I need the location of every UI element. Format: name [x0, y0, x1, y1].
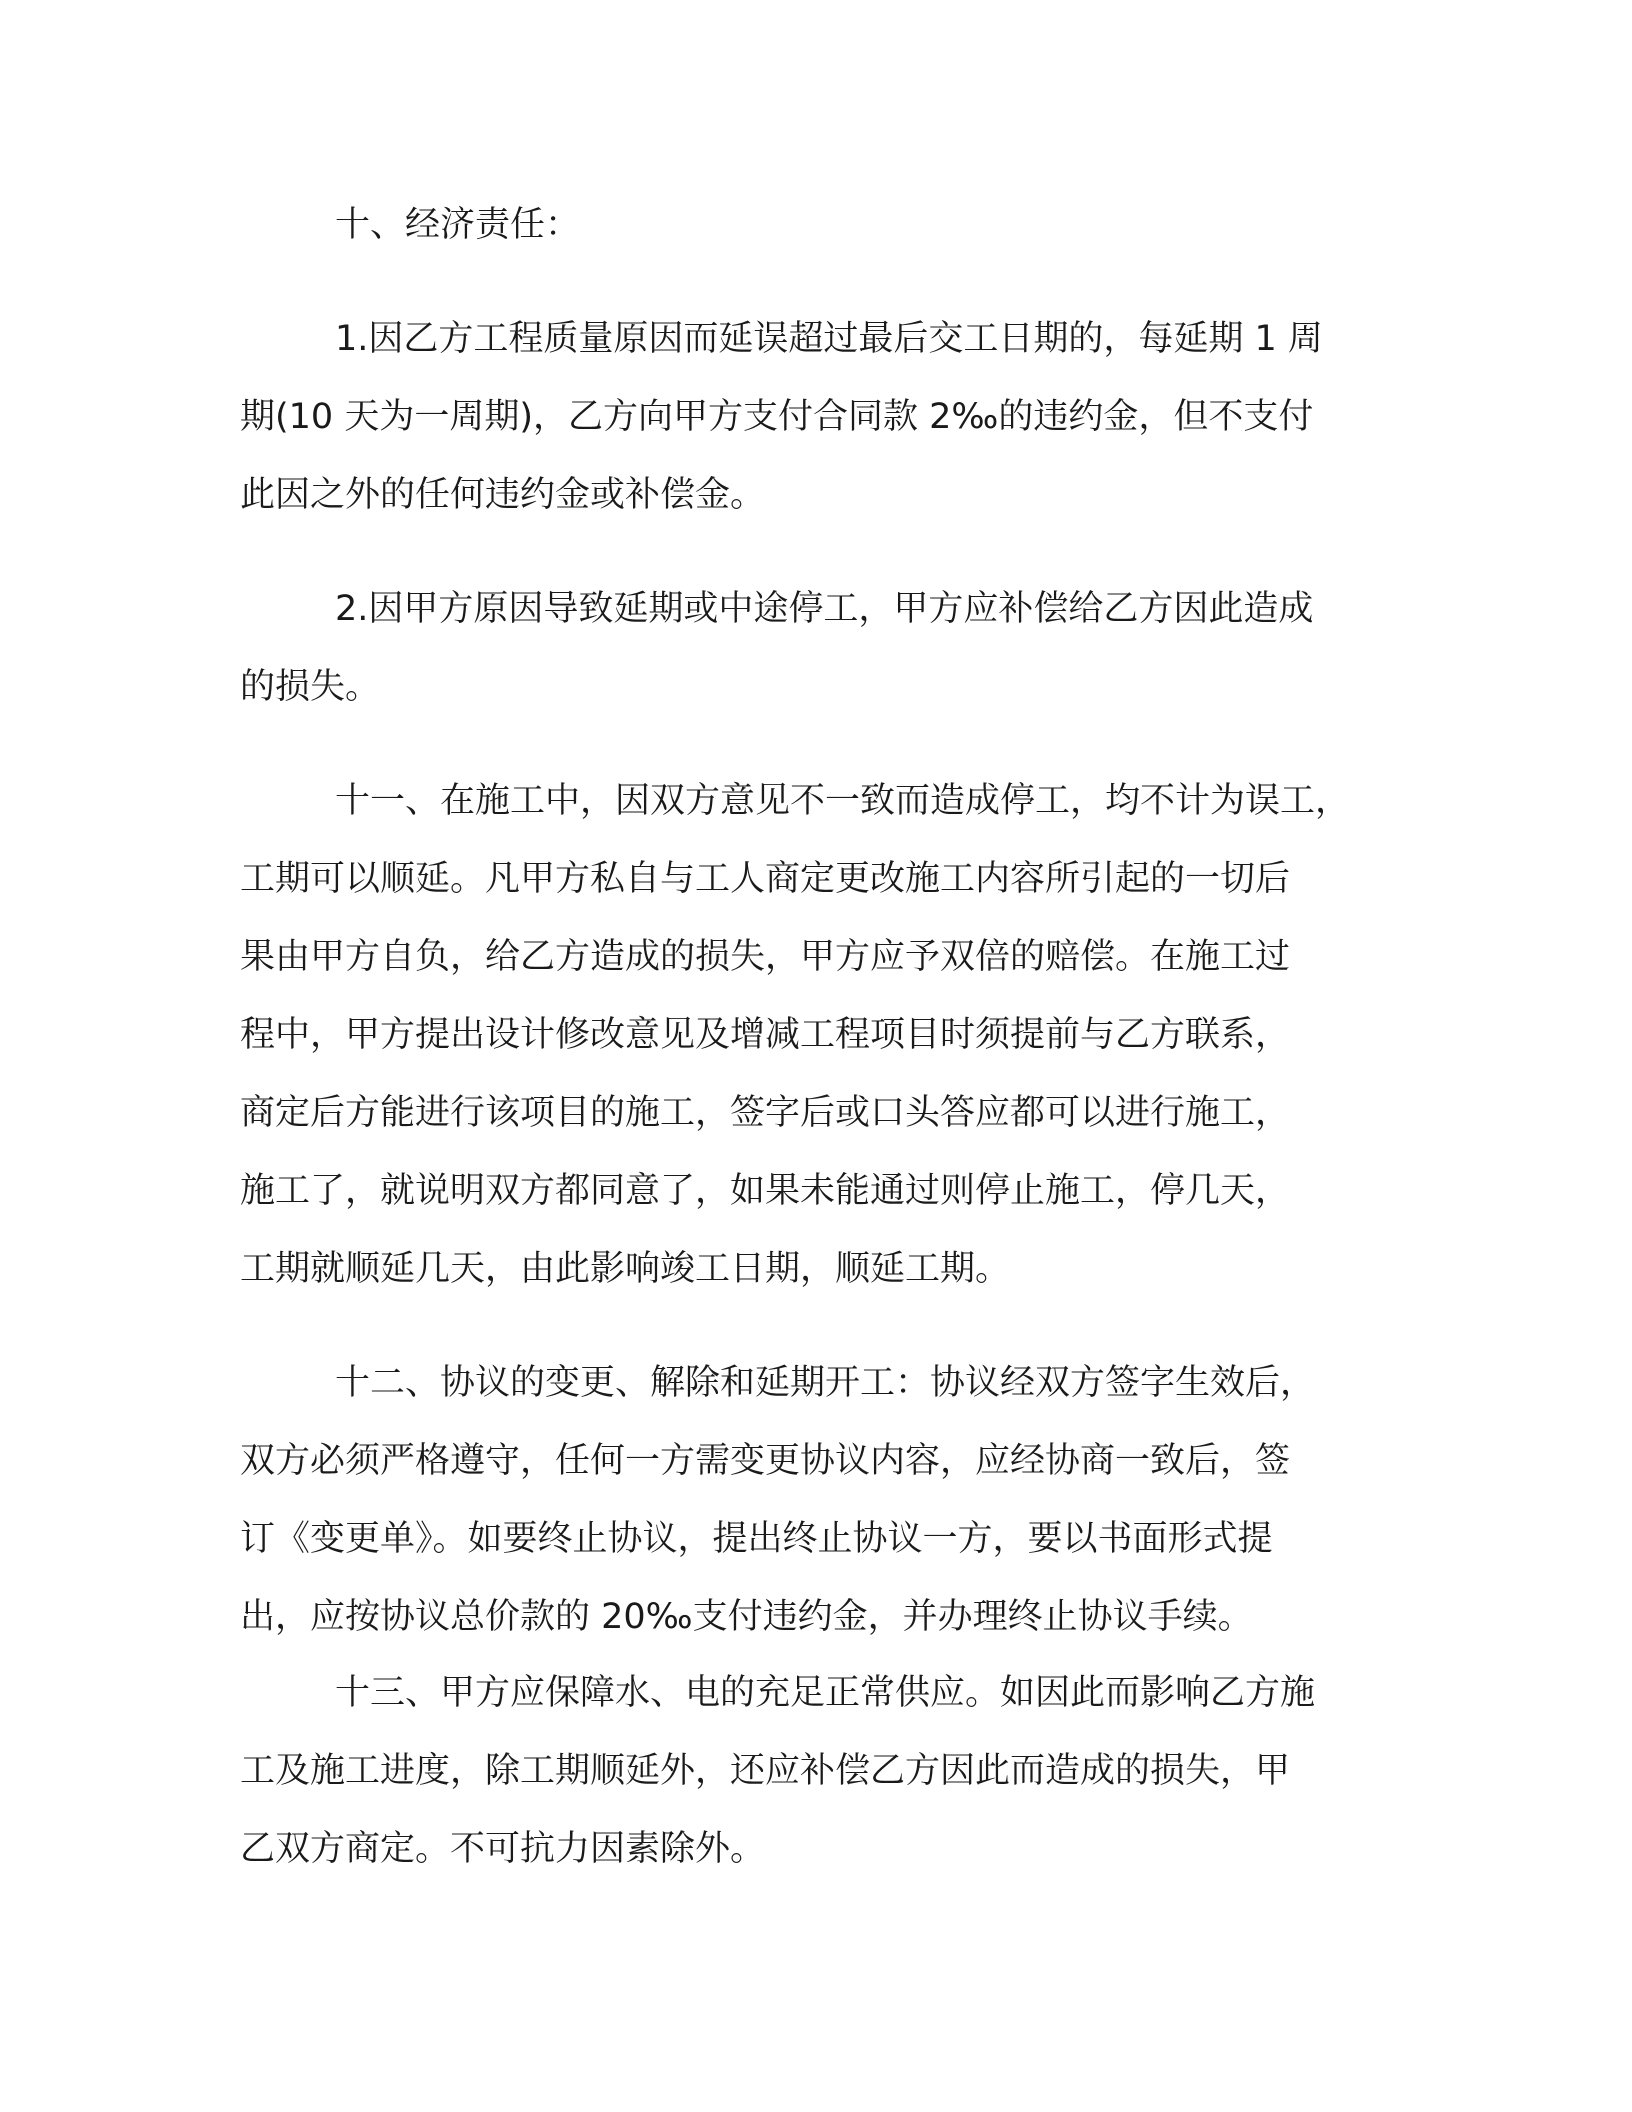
- text-line: 出，应按协议总价款的 20‰支付违约金，并办理终止协议手续。: [240, 1597, 1253, 1637]
- text-line: 十三、甲方应保障水、电的充足正常供应。如因此而影响乙方施: [335, 1673, 1316, 1713]
- text-line: 1.因乙方工程质量原因而延误超过最后交工日期的，每延期 1 周: [335, 319, 1323, 359]
- paragraph-12: [335, 1344, 1315, 1422]
- paragraph-10-1-cont: [240, 378, 1313, 534]
- text-line: 工期可以顺延。凡甲方私自与工人商定更改施工内容所引起的一切后: [240, 859, 1291, 899]
- paragraph-10-2-cont: [240, 648, 380, 726]
- paragraph-10-2: [335, 570, 1313, 648]
- paragraph-12-cont: [240, 1422, 1290, 1656]
- text-line: 2.因甲方原因导致延期或中途停工，甲方应补偿给乙方因此造成: [335, 589, 1314, 629]
- text-line: 果由甲方自负，给乙方造成的损失，甲方应予双倍的赔偿。在施工过: [240, 937, 1291, 977]
- text-line: 此因之外的任何违约金或补偿金。: [240, 475, 766, 515]
- text-line: 期(10 天为一周期)，乙方向甲方支付合同款 2‰的违约金，但不支付: [240, 397, 1314, 437]
- paragraph-11: [335, 762, 1350, 840]
- paragraph-13: [335, 1654, 1315, 1732]
- text-line: 的损失。: [240, 667, 381, 707]
- text-line: 十一、在施工中，因双方意见不一致而造成停工，均不计为误工，: [335, 781, 1351, 821]
- text-line: 商定后方能进行该项目的施工，签字后或口头答应都可以进行施工，: [240, 1093, 1291, 1133]
- text-line: 订《变更单》。如要终止协议，提出终止协议一方，要以书面形式提: [240, 1519, 1273, 1559]
- paragraph-11-cont: [240, 840, 1290, 1308]
- text-line: 程中，甲方提出设计修改意见及增减工程项目时须提前与乙方联系，: [240, 1015, 1291, 1055]
- paragraph-heading-10: [335, 186, 580, 264]
- paragraph-10-1: [335, 300, 1323, 378]
- text-line: 乙双方商定。不可抗力因素除外。: [240, 1829, 766, 1869]
- text-line: 双方必须严格遵守，任何一方需变更协议内容，应经协商一致后，签: [240, 1441, 1291, 1481]
- text-line: 施工了，就说明双方都同意了，如果未能通过则停止施工，停几天，: [240, 1171, 1291, 1211]
- text-line: 十、经济责任：: [335, 205, 581, 245]
- text-line: 工及施工进度，除工期顺延外，还应补偿乙方因此而造成的损失，甲: [240, 1751, 1291, 1791]
- text-line: 工期就顺延几天，由此影响竣工日期，顺延工期。: [240, 1249, 1011, 1289]
- text-line: 十二、协议的变更、解除和延期开工：协议经双方签字生效后，: [335, 1363, 1316, 1403]
- paragraph-13-cont: [240, 1732, 1290, 1888]
